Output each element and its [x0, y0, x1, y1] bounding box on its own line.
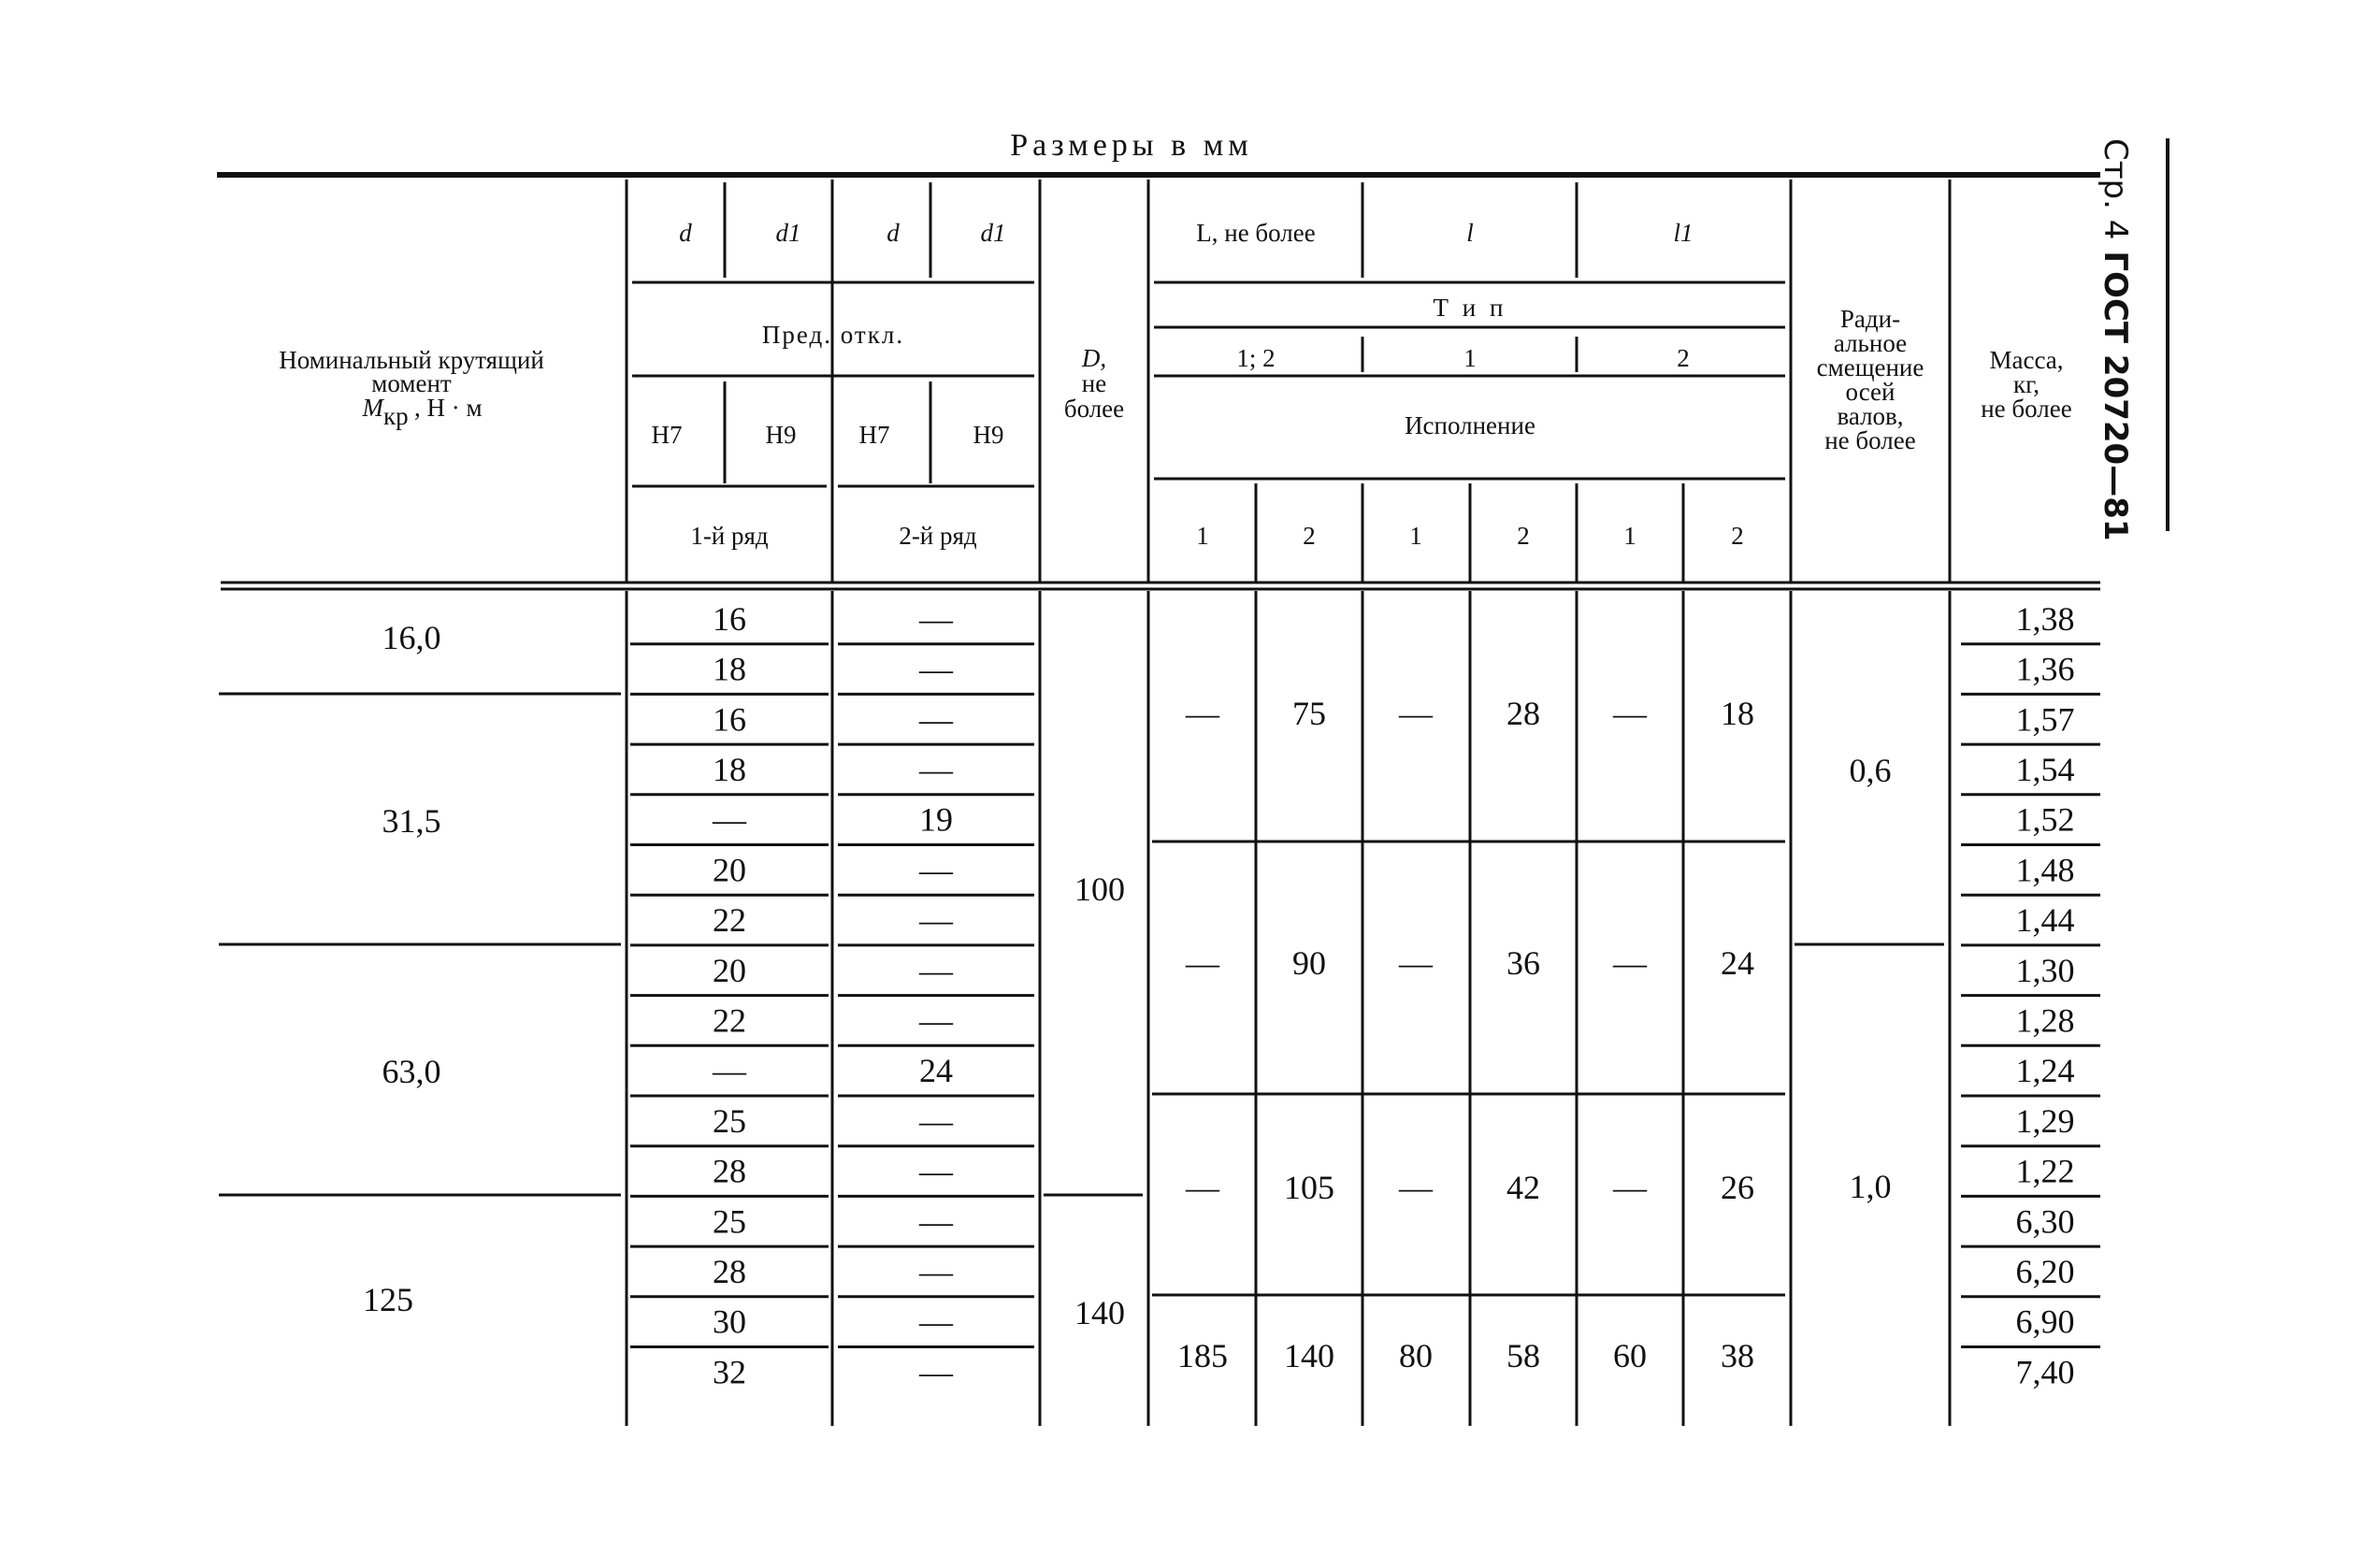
d-row1-cell: 32	[713, 1353, 746, 1391]
d-row2-cell: 24	[919, 1052, 953, 1090]
radial-1-0: 1,0	[1849, 1168, 1892, 1205]
size-cell: 140	[1284, 1337, 1334, 1374]
document-number: ГОСТ 20720—81	[2097, 251, 2134, 541]
d-row2-cell: —	[919, 1152, 953, 1190]
size-cell: —	[1399, 944, 1433, 982]
size-cell: —	[1399, 695, 1433, 732]
d-row1-cell: —	[713, 800, 746, 839]
d-row2-cell: —	[919, 1101, 953, 1140]
mass-line1: Масса,	[1989, 346, 2064, 374]
l1-label: l1	[1673, 219, 1694, 247]
d-row1-cell: 22	[713, 1001, 746, 1040]
mass-cell: 1,52	[2015, 800, 2075, 839]
d-row1-cell: 28	[713, 1252, 746, 1290]
d-row2-cell: —	[919, 750, 953, 788]
d-label-row1: d	[679, 219, 692, 247]
mass-cell: 1,48	[2015, 851, 2075, 889]
mass-cell: 1,24	[2015, 1052, 2075, 1090]
size-cell: 58	[1506, 1337, 1540, 1374]
d-row1-cell: 16	[713, 700, 746, 739]
mass-cell: 7,40	[2015, 1353, 2075, 1391]
size-cell: —	[1186, 1169, 1219, 1206]
d-row2-cell: 19	[919, 800, 953, 839]
mass-cell: 1,22	[2015, 1152, 2075, 1190]
mass-cell: 1,36	[2015, 650, 2075, 688]
torque-63: 63,0	[382, 1053, 441, 1090]
L-exec-2: 2	[1303, 522, 1316, 550]
d-row2-cell: —	[919, 1001, 953, 1040]
mass-cell: 6,20	[2015, 1252, 2075, 1290]
radial-line4: осей	[1845, 378, 1896, 406]
l-exec-1: 1	[1409, 522, 1422, 550]
mass-cell: 1,54	[2015, 750, 2075, 788]
caption: Размеры в мм	[1010, 128, 1253, 163]
torque-16: 16,0	[382, 619, 441, 656]
d-row2-cell: —	[919, 1252, 953, 1290]
size-cell: —	[1613, 695, 1647, 732]
mass-cell: 1,38	[2015, 599, 2075, 638]
d-row1-cell: —	[713, 1052, 746, 1090]
torque-header-line2: момент	[371, 369, 452, 397]
d-row1-cell: 28	[713, 1152, 746, 1190]
d-row1-cell: 18	[713, 750, 746, 788]
size-cell: 24	[1721, 944, 1754, 982]
mass-cell: 1,30	[2015, 951, 2075, 989]
d-row1-cell: 30	[713, 1302, 746, 1341]
D-header-line2: не	[1081, 369, 1107, 397]
d-row2-cell: —	[919, 650, 953, 688]
mass-cell: 1,28	[2015, 1001, 2075, 1040]
torque-31-5: 31,5	[382, 802, 441, 840]
mass-cell: 1,29	[2015, 1101, 2075, 1140]
h7-label-2: H7	[858, 421, 890, 449]
d-label-row2: d	[886, 219, 900, 247]
d-row1-cell: 20	[713, 851, 746, 889]
d-row2-cell: —	[919, 1302, 953, 1341]
mass-line3: не более	[1981, 395, 2072, 423]
d-row2-cell: —	[919, 851, 953, 889]
row2-label: 2-й ряд	[899, 522, 977, 550]
l-label: l	[1466, 219, 1474, 247]
d-row2-cell: —	[919, 599, 953, 638]
D-header-line1: D,	[1081, 344, 1107, 372]
type-label: Т и п	[1433, 294, 1507, 322]
mass-cell: 1,57	[2015, 700, 2075, 739]
h9-label-2: H9	[973, 421, 1004, 449]
d-row1-cell: 20	[713, 951, 746, 989]
d-row2-cell: —	[919, 951, 953, 989]
d1-label-row2: d1	[980, 219, 1006, 247]
size-cell: —	[1186, 695, 1219, 732]
torque-subscript: кр	[383, 402, 409, 430]
mass-line2: кг,	[2013, 370, 2040, 398]
radial-line3: смещение	[1816, 353, 1924, 381]
l1-exec-1: 1	[1623, 522, 1636, 550]
l-exec-2: 2	[1517, 522, 1530, 550]
D-140: 140	[1074, 1294, 1125, 1331]
torque-unit: , H · м	[414, 394, 483, 422]
size-cell: 75	[1292, 695, 1326, 732]
page-label: Стр. 4	[2097, 138, 2134, 240]
D-header-line3: более	[1063, 395, 1125, 423]
mass-cell: 6,30	[2015, 1202, 2075, 1241]
size-cell: 185	[1177, 1337, 1228, 1374]
D-100: 100	[1074, 870, 1125, 908]
size-cell: 80	[1399, 1337, 1433, 1374]
size-cell: 26	[1721, 1169, 1754, 1206]
type-1-2: 1; 2	[1236, 344, 1276, 372]
size-cell: 18	[1721, 695, 1754, 732]
size-cell: —	[1613, 944, 1647, 982]
torque-125: 125	[363, 1281, 413, 1318]
d-row1-cell: 16	[713, 599, 746, 638]
d1-label-row1: d1	[775, 219, 801, 247]
d-row2-cell: —	[919, 700, 953, 739]
row1-label: 1-й ряд	[690, 522, 769, 550]
execution-label: Исполнение	[1405, 411, 1535, 439]
torque-symbol: M	[362, 394, 383, 422]
l1-exec-2: 2	[1731, 522, 1744, 550]
mass-cell: 1,44	[2015, 901, 2075, 940]
size-cell: 38	[1721, 1337, 1754, 1374]
radial-0-6: 0,6	[1849, 752, 1892, 789]
radial-line6: не более	[1824, 426, 1916, 454]
h9-label-1: H9	[765, 421, 797, 449]
size-cell: 60	[1613, 1337, 1647, 1374]
d-row2-cell: —	[919, 1353, 953, 1391]
size-cell: —	[1399, 1169, 1433, 1206]
size-cell: —	[1613, 1169, 1647, 1206]
radial-line2: альное	[1833, 329, 1908, 357]
radial-line1: Ради-	[1839, 305, 1901, 333]
L-label: L, не более	[1196, 219, 1316, 247]
d-row1-cell: 25	[713, 1101, 746, 1140]
size-cell: 42	[1506, 1169, 1540, 1206]
size-cell: 90	[1292, 944, 1326, 982]
h7-label-1: H7	[651, 421, 683, 449]
size-cell: 28	[1506, 695, 1540, 732]
d-row1-cell: 25	[713, 1202, 746, 1241]
torque-header-line1: Номинальный крутящий	[279, 346, 544, 374]
d-row2-cell: —	[919, 901, 953, 940]
type-1: 1	[1463, 344, 1477, 372]
d-row1-cell: 22	[713, 901, 746, 940]
mass-cell: 6,90	[2015, 1302, 2075, 1341]
size-cell: —	[1186, 944, 1219, 982]
L-exec-1: 1	[1196, 522, 1209, 550]
d-row2-cell: —	[919, 1202, 953, 1241]
size-cell: 105	[1284, 1169, 1334, 1206]
d-row1-cell: 18	[713, 650, 746, 688]
radial-line5: валов,	[1837, 402, 1904, 430]
type-2: 2	[1677, 344, 1690, 372]
size-cell: 36	[1506, 944, 1540, 982]
tolerance-label: Пред. откл.	[761, 321, 905, 349]
